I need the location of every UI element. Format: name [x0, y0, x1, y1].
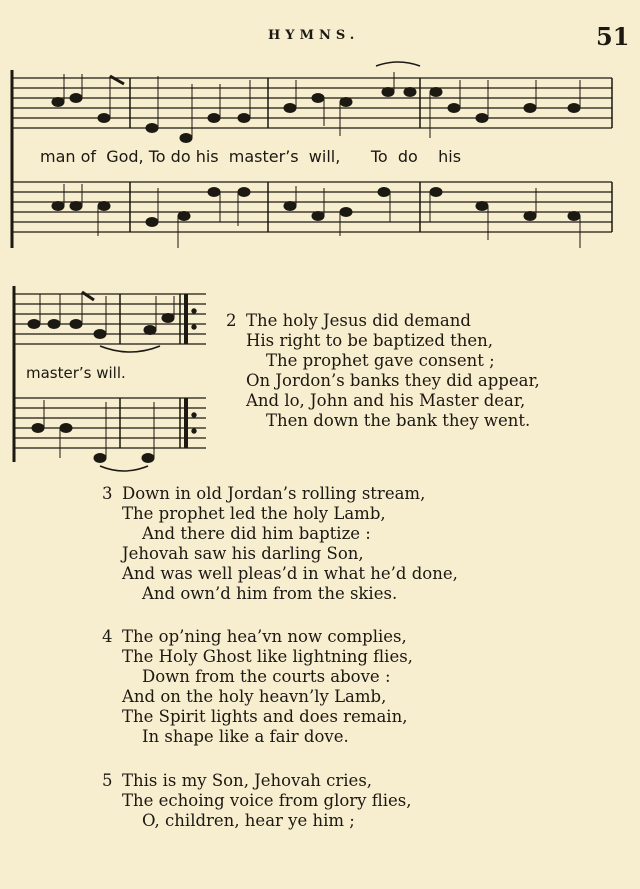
verse-line: The holy Jesus did demand	[246, 311, 471, 330]
page-number: 51	[596, 22, 630, 51]
stanza-line	[102, 484, 458, 504]
verse-line: And own’d him from the skies.	[142, 584, 398, 603]
stanza-line	[102, 627, 413, 647]
stanza-line	[102, 811, 412, 831]
stanza-line	[102, 544, 458, 564]
verse-line: O, children, hear ye him ;	[142, 811, 355, 830]
stanza-line	[226, 391, 540, 411]
stanza-line	[102, 524, 458, 544]
verse-line: And on the holy heavn’ly Lamb,	[122, 687, 387, 706]
verse-line: And was well pleas’d in what he’d done,	[122, 564, 458, 583]
stanza-line	[102, 667, 413, 687]
stanza-line	[102, 564, 458, 584]
notes-lower-1	[52, 184, 580, 248]
notes-upper-2	[28, 292, 174, 352]
verse-line: And lo, John and his Master dear,	[246, 391, 526, 410]
barlines-lower-2	[120, 398, 196, 448]
verse-line: This is my Son, Jehovah cries,	[122, 771, 373, 790]
verse-line: Then down the bank they went.	[266, 411, 531, 430]
verse-line: The Spirit lights and does remain,	[122, 707, 408, 726]
staff-lower-2	[14, 398, 206, 448]
verse-line: The op’ning hea’vn now complies,	[122, 627, 407, 646]
stanza-number: 5	[102, 771, 113, 790]
stanza-line	[226, 331, 540, 351]
verse-line: And there did him baptize :	[142, 524, 371, 543]
stanza-line	[102, 791, 412, 811]
stanza-4	[102, 627, 413, 747]
verse-line: The echoing voice from glory flies,	[122, 791, 412, 810]
stanza-line	[226, 311, 540, 331]
stanza-line	[102, 707, 413, 727]
stanza-line	[226, 411, 540, 431]
barlines-upper-2	[120, 294, 196, 344]
stanza-line	[226, 371, 540, 391]
running-title: HYMNS.	[268, 28, 360, 43]
stanza-line	[226, 351, 540, 371]
verse-line: The prophet led the holy Lamb,	[122, 504, 386, 523]
staff-upper-2	[14, 294, 206, 344]
stanza-number: 2	[226, 311, 237, 330]
stanza-line	[102, 584, 458, 604]
stanza-line	[102, 687, 413, 707]
notes-lower-2	[32, 400, 154, 471]
barlines-lower-1	[130, 182, 612, 232]
barlines-upper-1	[130, 78, 612, 128]
verse-line: Down from the courts above :	[142, 667, 391, 686]
verse-line: The Holy Ghost like lightning flies,	[122, 647, 413, 666]
stanza-line	[102, 771, 412, 791]
lyrics-system-2: master’s will.	[26, 364, 126, 382]
verse-line: On Jordon’s banks they did appear,	[246, 371, 540, 390]
verse-line: Jehovah saw his darling Son,	[122, 544, 364, 563]
verse-line: In shape like a fair dove.	[142, 727, 349, 746]
stanza-3	[102, 484, 458, 604]
verse-line: Down in old Jordan’s rolling stream,	[122, 484, 426, 503]
lyrics-system-1: man of God, To do his master’s will, To do his	[40, 147, 462, 166]
notes-upper-1	[52, 62, 580, 143]
stanza-number: 3	[102, 484, 113, 503]
stanza-line	[102, 727, 413, 747]
stanza-5	[102, 771, 412, 831]
stanza-number: 4	[102, 627, 113, 646]
stanza-line	[102, 647, 413, 667]
stanza-2	[226, 311, 540, 431]
stanza-line	[102, 504, 458, 524]
verse-line: His right to be baptized then,	[246, 331, 494, 350]
verse-line: The prophet gave consent ;	[266, 351, 495, 370]
